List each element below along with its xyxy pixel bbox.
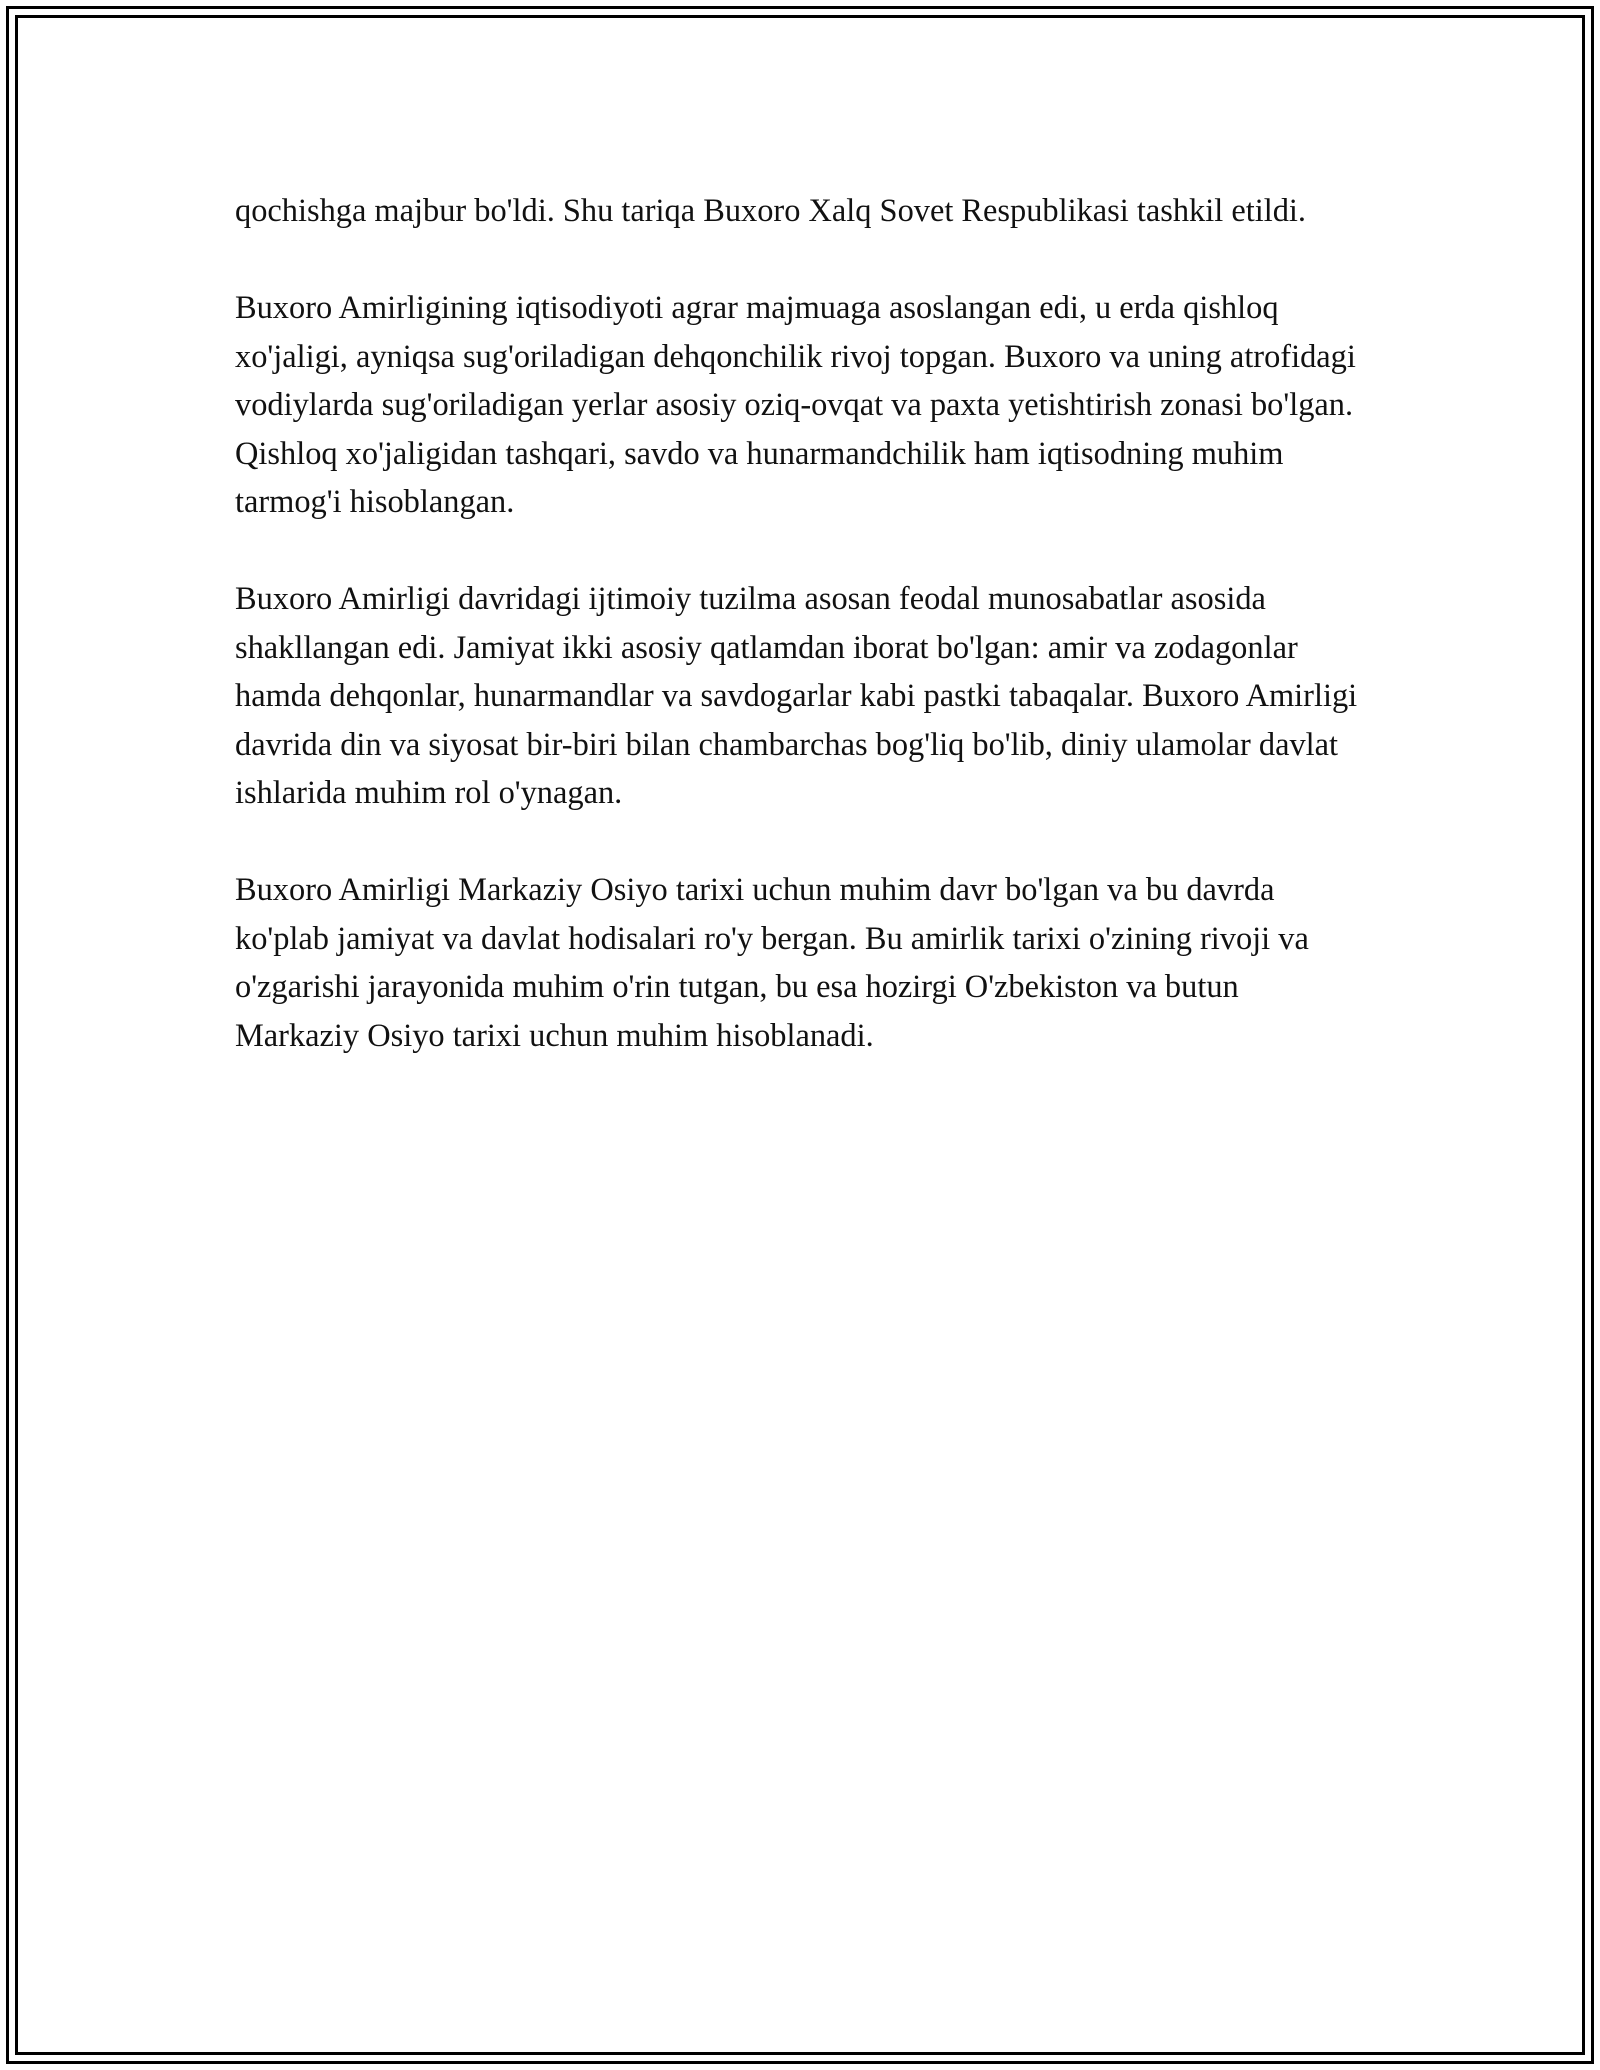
paragraph-1: qochishga majbur bo'ldi. Shu tariqa Buxoro Xalq Sovet Respublikasi tashkil etildi. (235, 193, 1307, 229)
document-body (235, 187, 1365, 1109)
paragraph-3: Buxoro Amirligi davridagi ijtimoiy tuzilma asosan feodal munosabatlar asosida shakllangan edi. Jamiyat ikki asosiy qatlamdan iborat bo'lgan: amir va zodagonlar hamda dehqonlar, hunarmandlar va savdogarlar kabi pastki tabaqalar. Buxoro Amirligi davrida din va siyosat bir-biri bilan chambarchas bog'liq bo'lib, diniy ulamolar davlat ishlarida muhim rol o'ynagan. (235, 581, 1358, 811)
paragraph-4: Buxoro Amirligi Markaziy Osiyo tarixi uchun muhim davr bo'lgan va bu davrda ko'plab jamiyat va davlat hodisalari ro'y bergan. Bu amirlik tarixi o'zining rivoji va o'zgarishi jarayonida muhim o'rin tutgan, bu esa hozirgi O'zbekiston va butun Markaziy Osiyo tarixi uchun muhim hisoblanadi. (235, 872, 1309, 1054)
paragraph-2: Buxoro Amirligining iqtisodiyoti agrar majmuaga asoslangan edi, u erda qishloq xo'jaligi, ayniqsa sug'oriladigan dehqonchilik rivoj topgan. Buxoro va uning atrofidagi vodiylarda sug'oriladigan yerlar asosiy oziq-ovqat va paxta yetishtirish zonasi bo'lgan. Qishloq xo'jaligidan tashqari, savdo va hunarmandchilik ham iqtisodning muhim tarmog'i hisoblangan. (235, 290, 1356, 520)
